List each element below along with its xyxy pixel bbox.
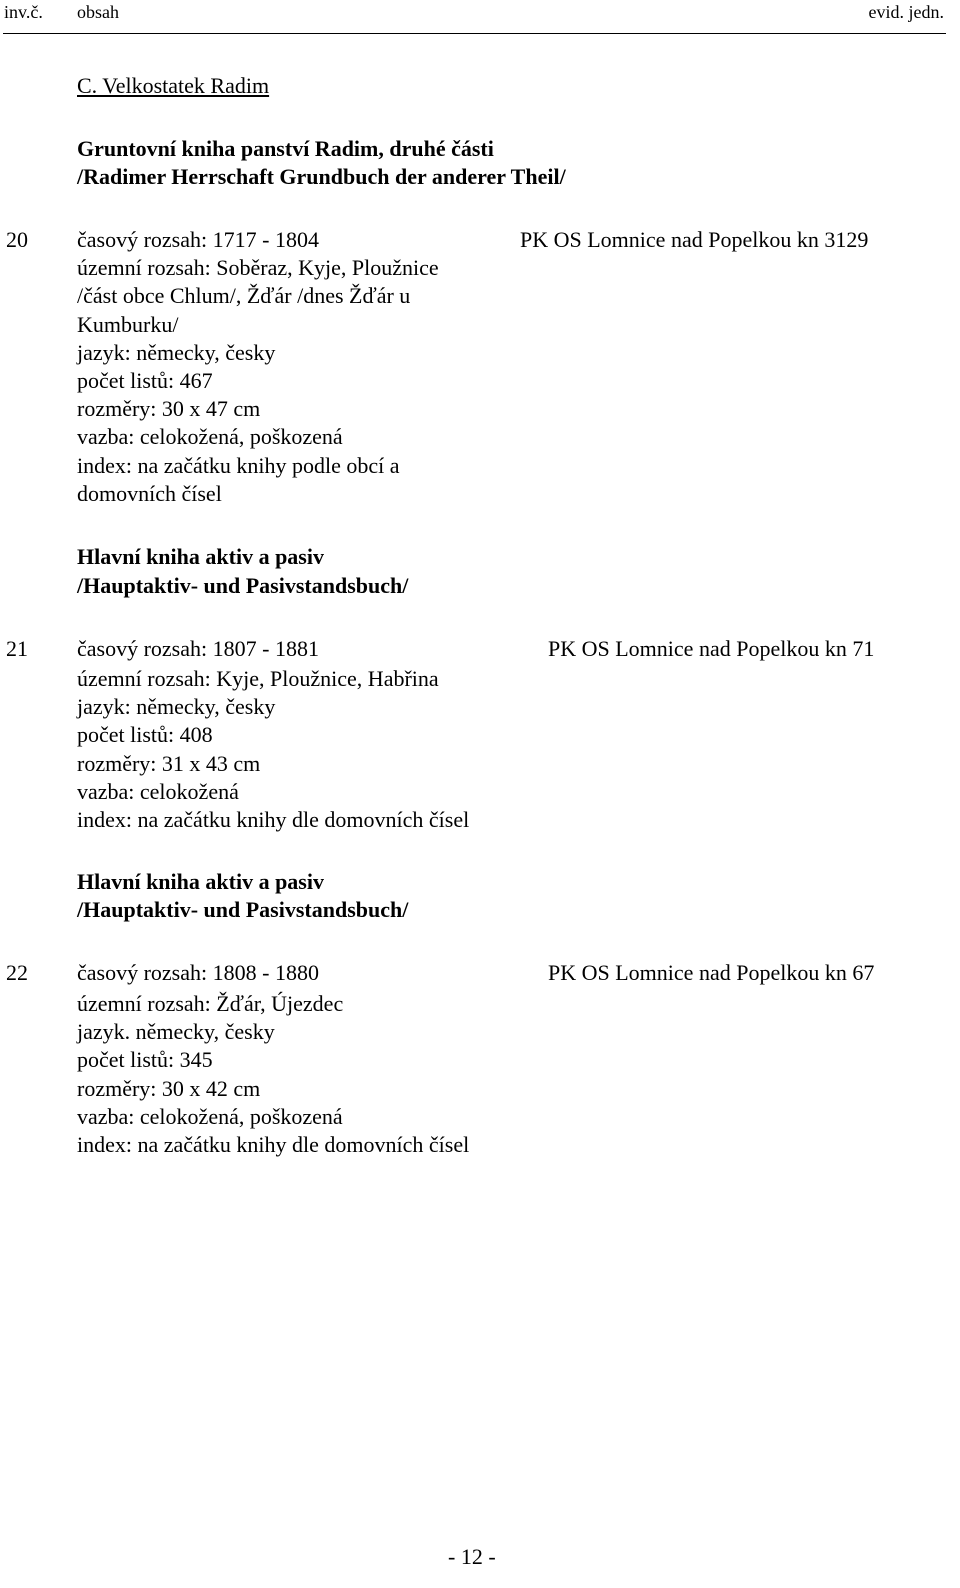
entry-location: PK OS Lomnice nad Popelkou kn 67: [548, 960, 875, 985]
entry-line: počet listů: 345: [77, 1047, 213, 1073]
entry-line: Kumburku/: [77, 311, 179, 337]
group-title: Hlavní kniha aktiv a pasiv: [77, 869, 324, 894]
group-subtitle: /Hauptaktiv- und Pasivstandsbuch/: [77, 573, 409, 598]
header-col-obsah: obsah: [77, 2, 119, 22]
page-number: - 12 -: [448, 1544, 496, 1569]
entry-line: domovních čísel: [77, 480, 222, 506]
entry-line: rozměry: 30 x 47 cm: [77, 396, 261, 422]
entry-line: vazba: celokožená, poškozená: [77, 1103, 343, 1129]
entry-line: index: na začátku knihy podle obcí a: [77, 452, 400, 478]
entry-line: územní rozsah: Soběraz, Kyje, Ploužnice: [77, 255, 439, 281]
entry-line: počet listů: 408: [77, 722, 213, 748]
entry-line: časový rozsah: 1807 - 1881: [77, 636, 319, 661]
entry-line: územní rozsah: Kyje, Ploužnice, Habřina: [77, 666, 439, 691]
entry-line: vazba: celokožená: [77, 778, 239, 804]
entry-details: [77, 665, 469, 834]
group-subtitle: /Radimer Herrschaft Grundbuch der anderer Theil/: [77, 164, 566, 189]
entry-line: počet listů: 467: [77, 367, 213, 393]
entry-line: rozměry: 31 x 43 cm: [77, 750, 261, 776]
entry-details: [77, 226, 439, 508]
entry-line: index: na začátku knihy dle domovních čísel: [77, 806, 470, 832]
entry-line: jazyk. německy, česky: [77, 1019, 275, 1045]
header-col-evid: evid. jedn.: [868, 2, 944, 22]
entry-line: index: na začátku knihy dle domovních čísel: [77, 1131, 470, 1157]
entry-line: územní rozsah: Žďár, Újezdec: [77, 991, 344, 1016]
entry-line: časový rozsah: 1808 - 1880: [77, 960, 319, 985]
header-col-inv: inv.č.: [4, 2, 43, 22]
group-title: Hlavní kniha aktiv a pasiv: [77, 544, 324, 569]
entry-line: časový rozsah: 1717 - 1804: [77, 227, 319, 252]
section-title: C. Velkostatek Radim: [77, 73, 270, 98]
entry-number: 21: [6, 636, 28, 661]
entry-line: jazyk: německy, česky: [77, 694, 276, 720]
entry-line: jazyk: německy, česky: [77, 339, 276, 365]
entry-line: vazba: celokožená, poškozená: [77, 424, 343, 450]
group-subtitle: /Hauptaktiv- und Pasivstandsbuch/: [77, 897, 409, 922]
group-title: Gruntovní kniha panství Radim, druhé části: [77, 136, 494, 161]
entry-details: [77, 990, 469, 1159]
entry-number: 20: [6, 227, 28, 252]
header-rule: [3, 33, 946, 34]
entry-number: 22: [6, 960, 28, 985]
entry-line: rozměry: 30 x 42 cm: [77, 1075, 261, 1101]
entry-location: PK OS Lomnice nad Popelkou kn 3129: [520, 227, 869, 252]
entry-line: /část obce Chlum/, Žďár /dnes Žďár u: [77, 283, 411, 309]
entry-location: PK OS Lomnice nad Popelkou kn 71: [548, 636, 875, 661]
